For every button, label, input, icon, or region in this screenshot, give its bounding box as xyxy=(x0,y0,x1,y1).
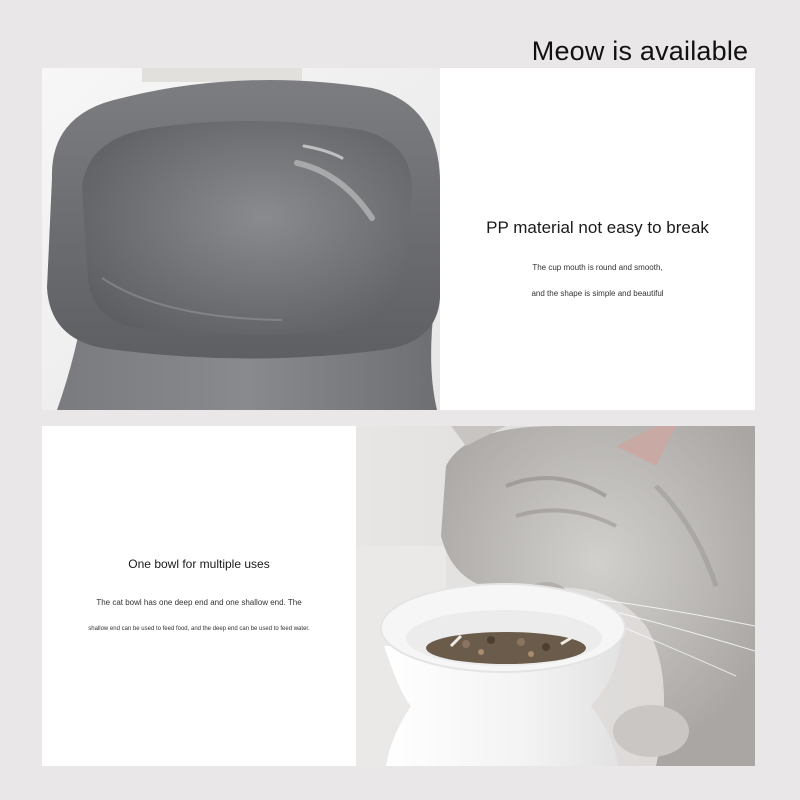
uses-feature-panel xyxy=(42,426,356,766)
grey-bowl-photo xyxy=(42,68,440,410)
uses-feature-title: One bowl for multiple uses xyxy=(128,557,270,571)
material-feature-line-2: and the shape is simple and beautiful xyxy=(531,289,664,298)
material-feature-line-1: The cup mouth is round and smooth, xyxy=(532,263,663,272)
uses-feature-line-1: The cat bowl has one deep end and one shallow end. The xyxy=(96,598,302,607)
material-feature-title: PP material not easy to break xyxy=(486,218,709,237)
cat-eating-photo xyxy=(356,426,755,766)
material-feature-panel xyxy=(440,68,755,410)
headline-line-1: Meow is available xyxy=(531,36,749,66)
uses-feature-line-2: shallow end can be used to feed food, and the deep end can be used to feed water. xyxy=(88,626,310,632)
